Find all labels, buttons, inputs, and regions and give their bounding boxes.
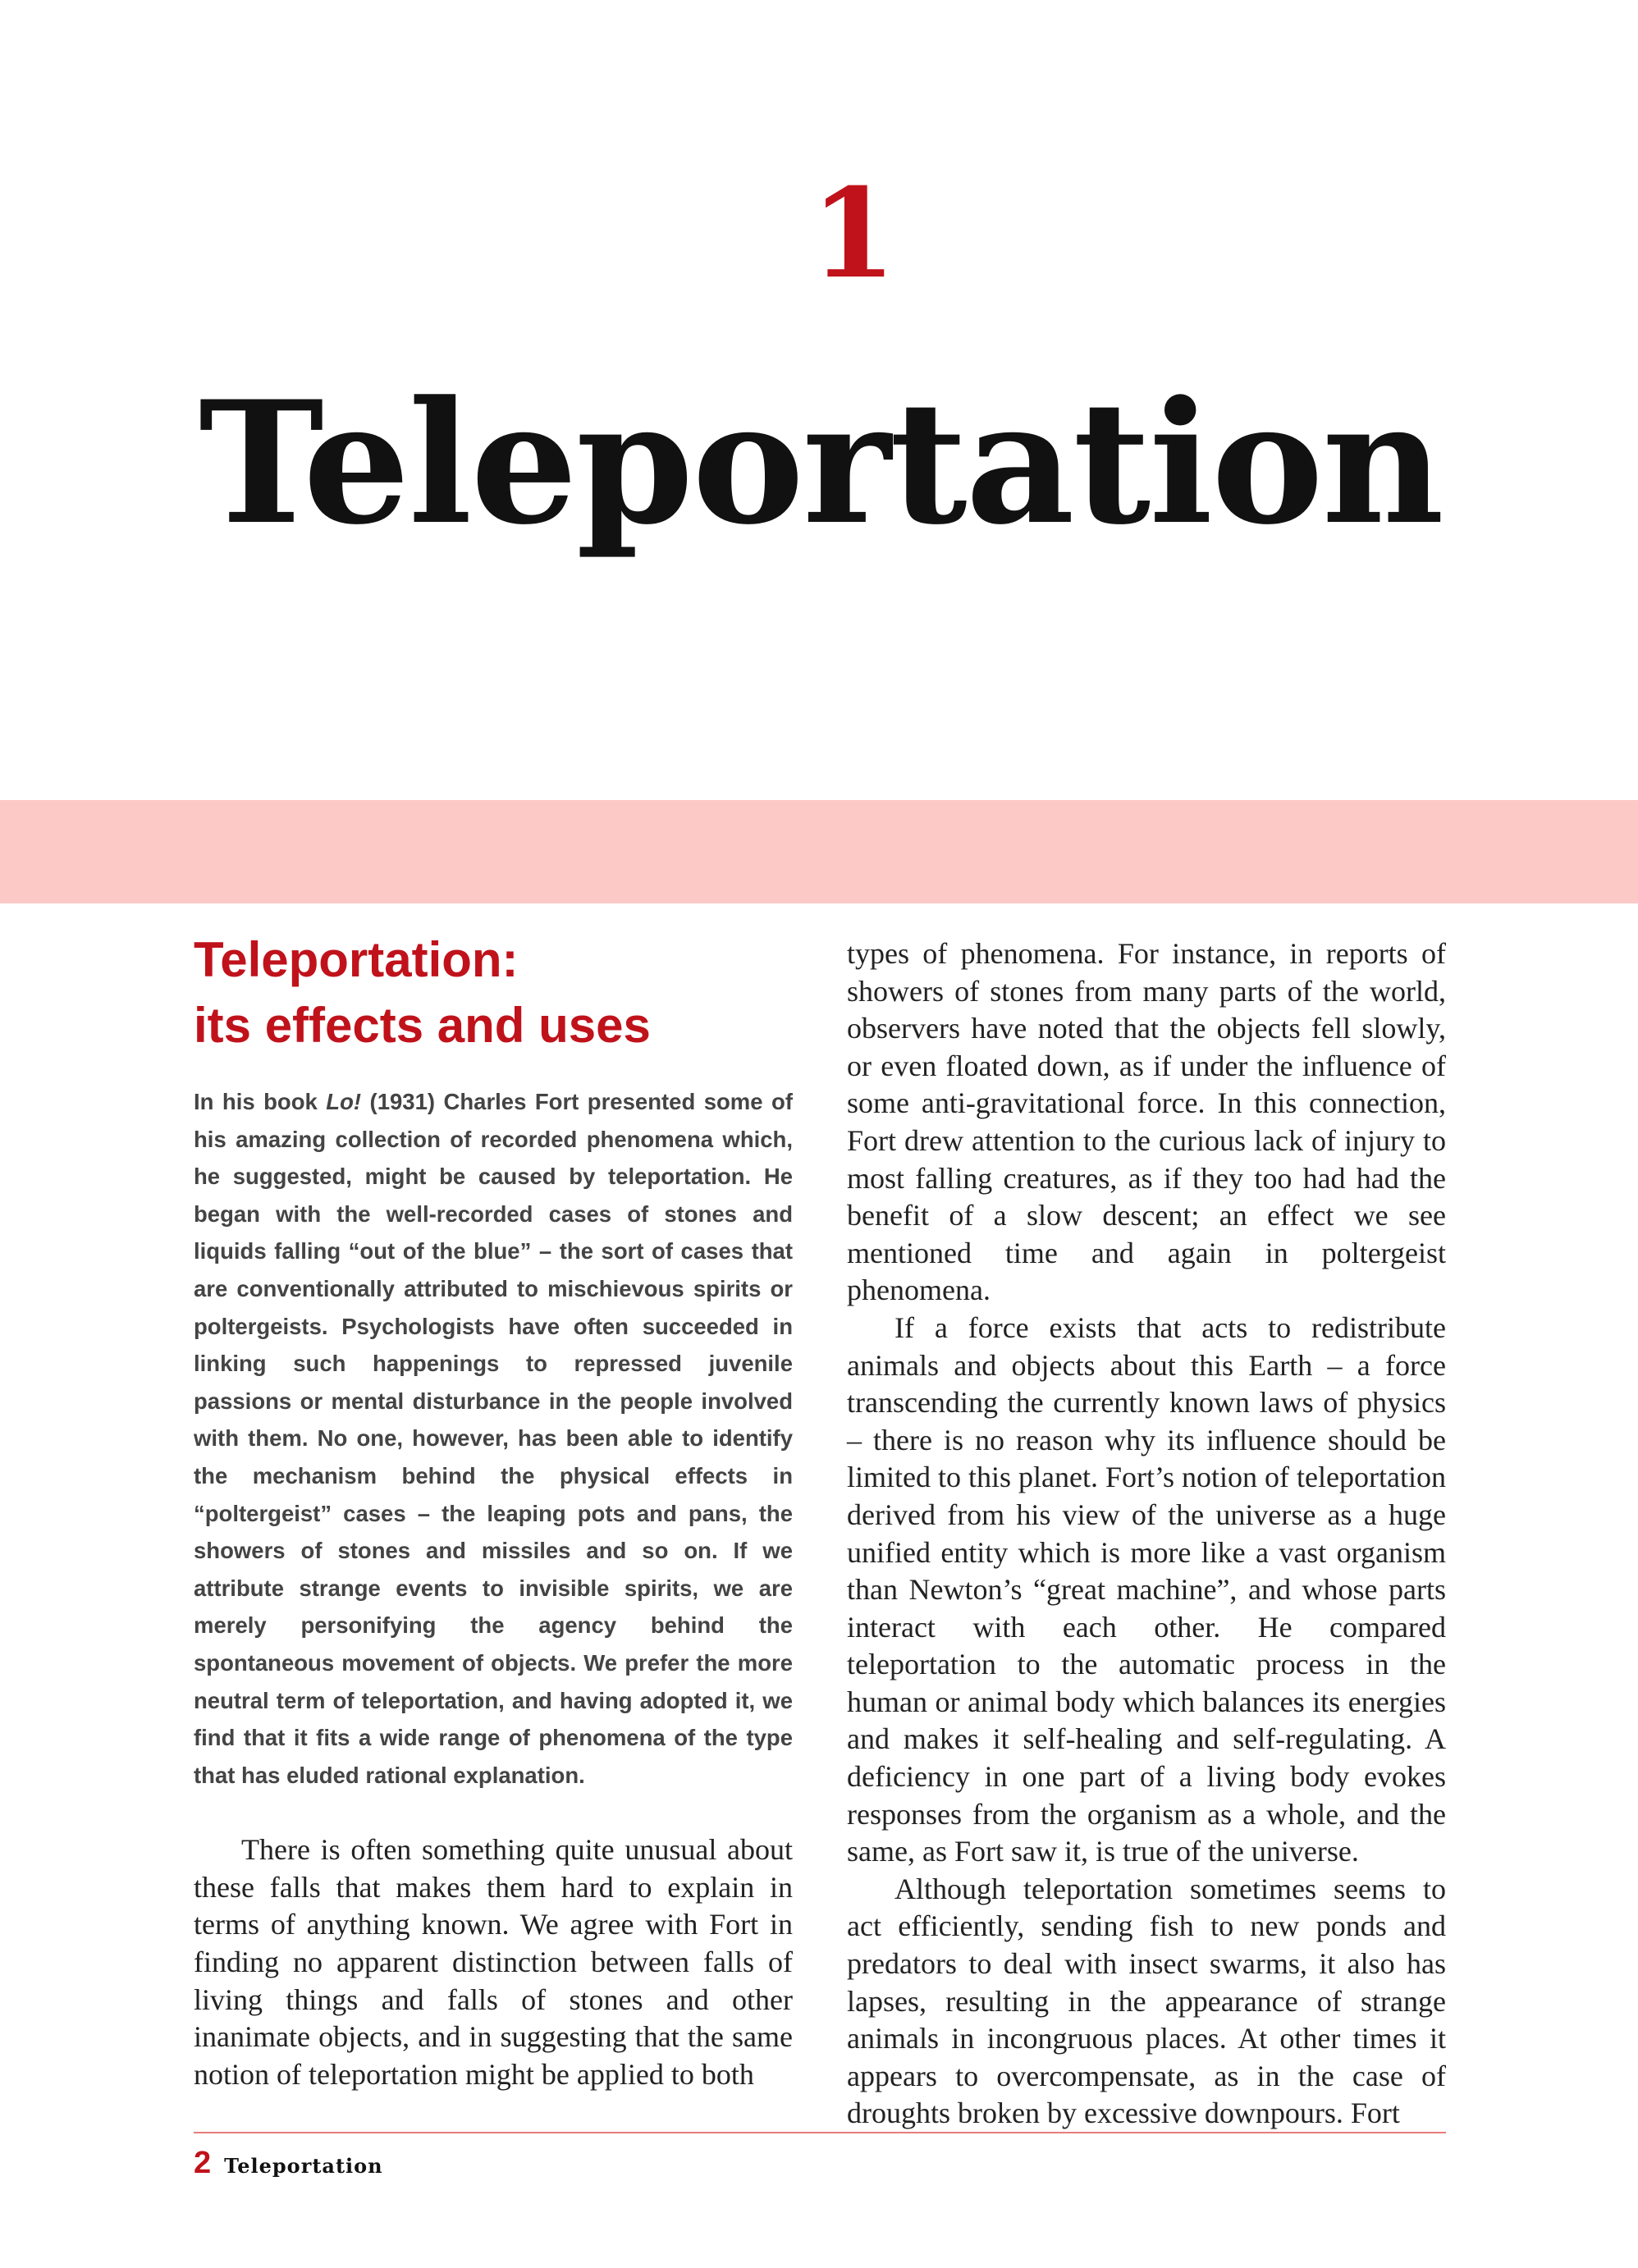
page-footer bbox=[194, 2146, 383, 2187]
intro-prefix: In his book bbox=[194, 1089, 327, 1114]
intro-text: (1931) Charles Fort presented some of his amazing collection of recorded phenomena which, he suggested, might be caused by teleportation. He began with the well-recorded cases of stones and liquids falling “out of the blue” – the sort of cases that are conventionally attributed to mischievous spirits or poltergeists. Psychologists have often succeeded in linking such happenings to repressed juvenile passions or mental disturbance in the people involved with them. No one, however, has been able to identify the mechanism behind the physical effects in “poltergeist” cases – the leaping pots and pans, the showers of stones and missiles and so on. If we attribute strange events to invisible spirits, we are merely personifying the agency behind the spontaneous movement of objects. We prefer the more neutral term of teleportation, and having adopted it, we find that it fits a wide range of phenomena of the type that has eluded rational explanation. bbox=[194, 1089, 793, 1788]
right-column bbox=[847, 935, 1446, 2133]
body-paragraph-left: There is often something quite unusual about these falls that makes them hard to explain in terms of anything known. We agree with Fort in finding no apparent distinction between falls of living things and falls of stones and other inanimate objects, and in suggesting that the same notion of teleportation might be applied to both bbox=[194, 1833, 793, 2091]
page-number: 2 bbox=[194, 2146, 212, 2180]
intro-paragraph bbox=[194, 1083, 793, 1794]
body-paragraph-right-3: Although teleportation sometimes seems to act efficiently, sending fish to new ponds and predators to deal with insect swarms, it also has lapses, resulting in the appearance of strange animals in incongruous places. At other times it appears to overcompensate, as in the case of droughts broken by excessive downpours. Fort bbox=[847, 1872, 1446, 2130]
chapter-number: 1 bbox=[810, 162, 897, 306]
footer-rule bbox=[194, 2132, 1446, 2133]
body-paragraph-right-1: types of phenomena. For instance, in reports of showers of stones from many parts of the world, observers have noted that the objects fell slowly, or even floated down, as if under the influence of some anti-gravitational force. In this connection, Fort drew attention to the curious lack of injury to most falling creatures, as if they too had had the benefit of a slow descent; an effect we see mentioned time and again in poltergeist phenomena. bbox=[847, 937, 1446, 1307]
book-title: Lo! bbox=[326, 1089, 362, 1114]
section-heading-line2: its effects and uses bbox=[194, 998, 651, 1053]
decorative-band bbox=[0, 800, 1638, 903]
body-paragraph-right-2: If a force exists that acts to redistribute animals and objects about this Earth – a force transcending the currently known laws of physics – there is no reason why its influence should be limited to this planet. Fort’s notion of teleportation derived from his view of the universe as a huge unified entity which is more like a vast organism than Newton’s “great machine”, and whose parts interact with each other. He compared teleportation to the automatic process in the human or animal body which balances its energies and makes it self-healing and self-regulating. A deficiency in one part of a living body evokes responses from the organism as a whole, and the same, as Fort saw it, is true of the universe. bbox=[847, 1310, 1446, 1868]
left-column bbox=[194, 927, 793, 2093]
running-head: Teleportation bbox=[224, 2154, 383, 2178]
section-heading bbox=[194, 927, 793, 1059]
section-heading-line1: Teleportation: bbox=[194, 932, 519, 987]
chapter-title: Teleportation bbox=[199, 365, 1443, 562]
